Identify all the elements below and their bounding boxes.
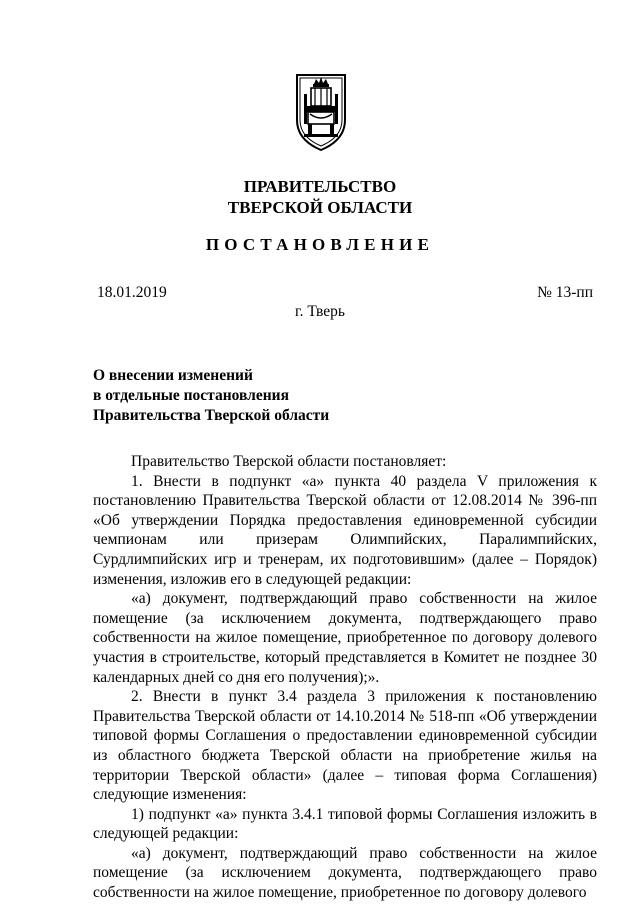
document-subject	[93, 366, 329, 426]
org-line-2: ТВЕРСКОЙ ОБЛАСТИ	[227, 198, 413, 217]
organization-name	[0, 176, 640, 218]
body-paragraph: 2. Внести в пункт 3.4 раздела 3 приложения к постановлению Правительства Тверской области от 14.10.2014 № 518-пп «Об утверждении типовой формы Соглашения о предоставлении единовременной субсидии из областного бюджета Тверской области на приобретение жилья на территории Тверской области» (далее – типовая форма Соглашения) следующие изменения:	[93, 688, 597, 804]
document-date: 18.01.2019	[97, 284, 167, 301]
body-paragraph: 1. Внести в подпункт «а» пункта 40 раздела V приложения к постановлению Правительства Тверской области от 12.08.2014 № 396-пп «Об утверждении Порядка предоставления единовременной субсидии чемпионам или призерам Олимпийских, Паралимпийских, Сурдлимпийских игр и тренерам, их подготовившим» (далее – Порядок) изменения, изложив его в следующей редакции:	[93, 472, 597, 588]
document-type: ПОСТАНОВЛЕНИЕ	[205, 235, 435, 254]
document-number: № 13-пп	[537, 284, 593, 301]
subject-line-3: Правительства Тверской области	[93, 407, 330, 424]
subject-line-1: О внесении изменений	[93, 367, 253, 384]
org-line-1: ПРАВИТЕЛЬСТВО	[243, 177, 397, 196]
body-paragraph: «а) документ, подтверждающий право собственности на жилое помещение (за исключением документа, подтверждающего право собственности на жилое помещение, приобретенное по договору долевого участия в строительстве, который представляется в Комитет не позднее 30 календарных дней со дня его получения);».	[93, 590, 597, 686]
document-body	[93, 452, 597, 903]
coat-of-arms-icon	[294, 72, 348, 152]
body-paragraph: Правительство Тверской области постановляет:	[131, 453, 447, 470]
subject-line-2: в отдельные постановления	[93, 387, 289, 404]
body-paragraph: «а) документ, подтверждающий право собственности на жилое помещение (за исключением документа, подтверждающего право собственности на жилое помещение, приобретенное по договору долевого	[93, 844, 597, 902]
body-paragraph: 1) подпункт «а» пункта 3.4.1 типовой формы Соглашения изложить в следующей редакции:	[93, 805, 597, 843]
document-city: г. Тверь	[295, 303, 345, 320]
